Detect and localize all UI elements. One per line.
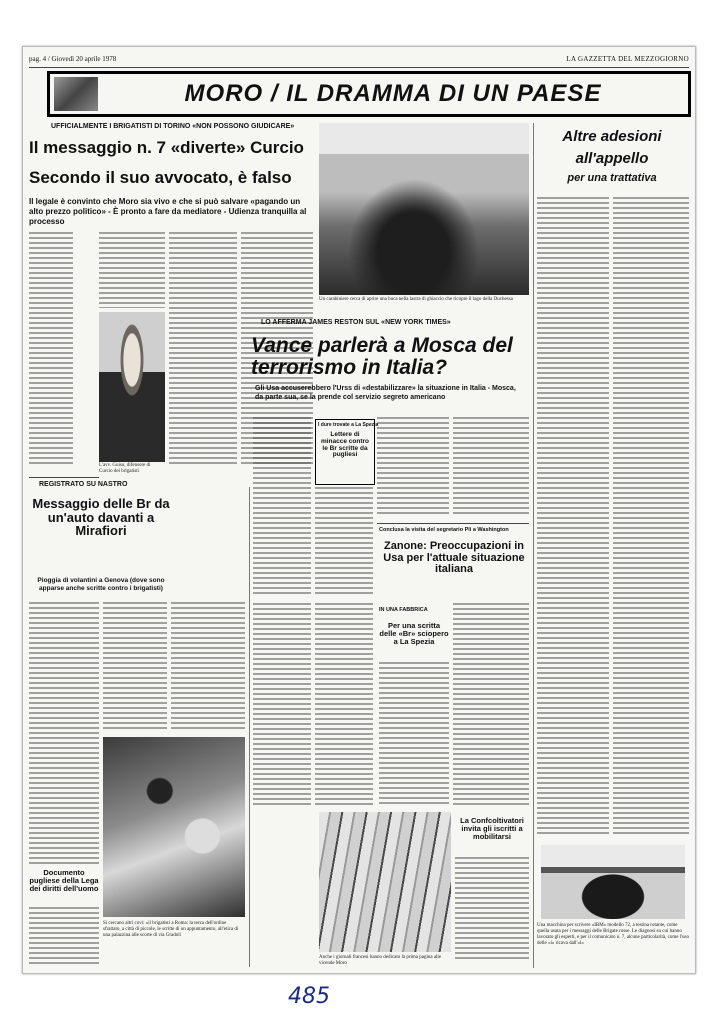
lake-ice-caption: Un carabiniere cerca di aprire una buca nella lastra di ghiaccio che ricopre il lago della Duchessa [319,297,513,302]
registrato-text-col-2 [103,602,167,732]
lead-text-col-2 [99,232,165,308]
center-text-col-1 [253,603,311,808]
adesioni-headline-1: Altre adesioni [562,128,662,145]
handwritten-page-number: 485 [288,984,330,1009]
zanone-headline: Zanone: Preoccupazioni in Usa per l'attuale situazione italiana [383,540,525,576]
vance-kicker: LO AFFERMA JAMES RESTON SUL «NEW YORK TIMES» [261,319,451,326]
adesioni-headline-3: per una trattativa [567,172,657,184]
lettere-box [315,419,379,485]
sciopero-kicker: IN UNA FABBRICA [379,607,428,613]
adesioni-headline-2: all'appello [575,150,649,167]
typewriter-photo [541,845,685,919]
covo-photo [103,737,245,917]
lead-headline-2: Secondo il suo avvocato, è falso [29,168,292,187]
vance-text-col-2 [315,487,373,597]
vance-text-col-4 [453,417,529,517]
section-banner [47,71,691,117]
lead-subhead: Il legale è convinto che Moro sia vivo e che si può salvare «pagando un alto prezzo politico» - È pronto a fare da mediatore - Udienza tranquilla al processo [29,197,307,226]
covo-photo-caption: Si cercano altri covi: «il brigatisti a Roma: la terza dell'ordine sfrattato, a città di piccole, le scritte di un appuntamento, all'etica di una palazzina alle scorte di via Gradoli [103,921,239,938]
portrait-photo [99,312,165,462]
masthead: LA GAZZETTA DEL MEZZOGIORNO [566,55,689,63]
registrato-headline: Messaggio delle Br da un'auto davanti a Mirafiori [32,496,170,539]
documento-text [29,907,99,967]
zanone-kicker: Conclusa la visita del segretario Pli a Washington [379,527,509,533]
lettere-kicker: I dure trovate a La Spezia [318,422,379,428]
banner-title: MORO / IL DRAMMA DI UN PAESE [184,80,602,107]
lead-headline-1: Il messaggio n. 7 «diverte» Curcio [29,138,304,157]
vance-text-col-3 [377,417,449,517]
portrait-caption: L'avv. Guiso, difensore di Curcio dei brigatisti [99,463,151,474]
vance-headline: Vance parlerà a Mosca del terrorismo in Italia? [251,334,513,380]
rule [29,477,99,478]
newspapers-caption: Anche i giornali francesi hanno dedicato la prima pagina alle vicende Moro [319,955,442,966]
lead-text-col-1 [29,232,73,467]
registrato-kicker: REGISTRATO SU NASTRO [39,481,128,488]
documento-headline: Documento pugliese della Lega dei diritti dell'uomo [29,868,99,893]
vance-subhead: Gli Usa accuserebbero l'Urss di «destabilizzare» la situazione in Italia - Mosca, da parte sua, se la prende col servizio segreto americano [255,385,516,401]
newspaper-page [22,46,696,974]
rule [377,523,529,524]
adesioni-text-col-1 [537,197,609,837]
registrato-subhead: Pioggia di volantini a Genova (dove sono apparse anche scritte contro i brigatisti) [37,577,165,593]
page-header [29,53,689,67]
moro-portrait-thumbnail [54,77,98,111]
adesioni-text-col-2 [613,197,689,837]
confcoltivatori-headline: La Confcoltivatori invita gli iscritti a mobilitarsi [460,816,524,841]
column-rule [533,123,534,968]
center-text-col-2 [315,603,373,808]
french-newspapers-photo [319,812,451,952]
sciopero-headline: Per una scritta delle «Br» sciopero a La Spezia [379,621,449,646]
lake-ice-photo [319,123,529,295]
page-date: pag. 4 / Giovedì 20 aprile 1978 [29,55,117,63]
registrato-text-col-3 [171,602,245,732]
lead-text-col-3 [169,232,237,467]
typewriter-caption: Una macchina per scrivere «IBM» modello 72, a testina rotante, come quella usata per i messaggi delle Brigate rosse. Le diagnosi su cui hanno lavorato gli esperti, e per il comunicato n. 7, alcune particolarità, come l'uso delle «i» ricava dall'«l» [537,923,689,946]
vance-text-col-1 [253,417,311,597]
registrato-text-col-1 [29,602,99,864]
header-rule [29,67,689,68]
zanone-text [453,603,529,808]
confcoltivatori-text [455,857,529,962]
sciopero-text [379,662,449,807]
lead-kicker: UFFICIALMENTE I BRIGATISTI DI TORINO «NON POSSONO GIUDICARE» [51,123,295,130]
lettere-headline: Lettere di minacce contro le Br scritte da pugliesi [320,431,370,459]
column-rule [249,487,250,967]
